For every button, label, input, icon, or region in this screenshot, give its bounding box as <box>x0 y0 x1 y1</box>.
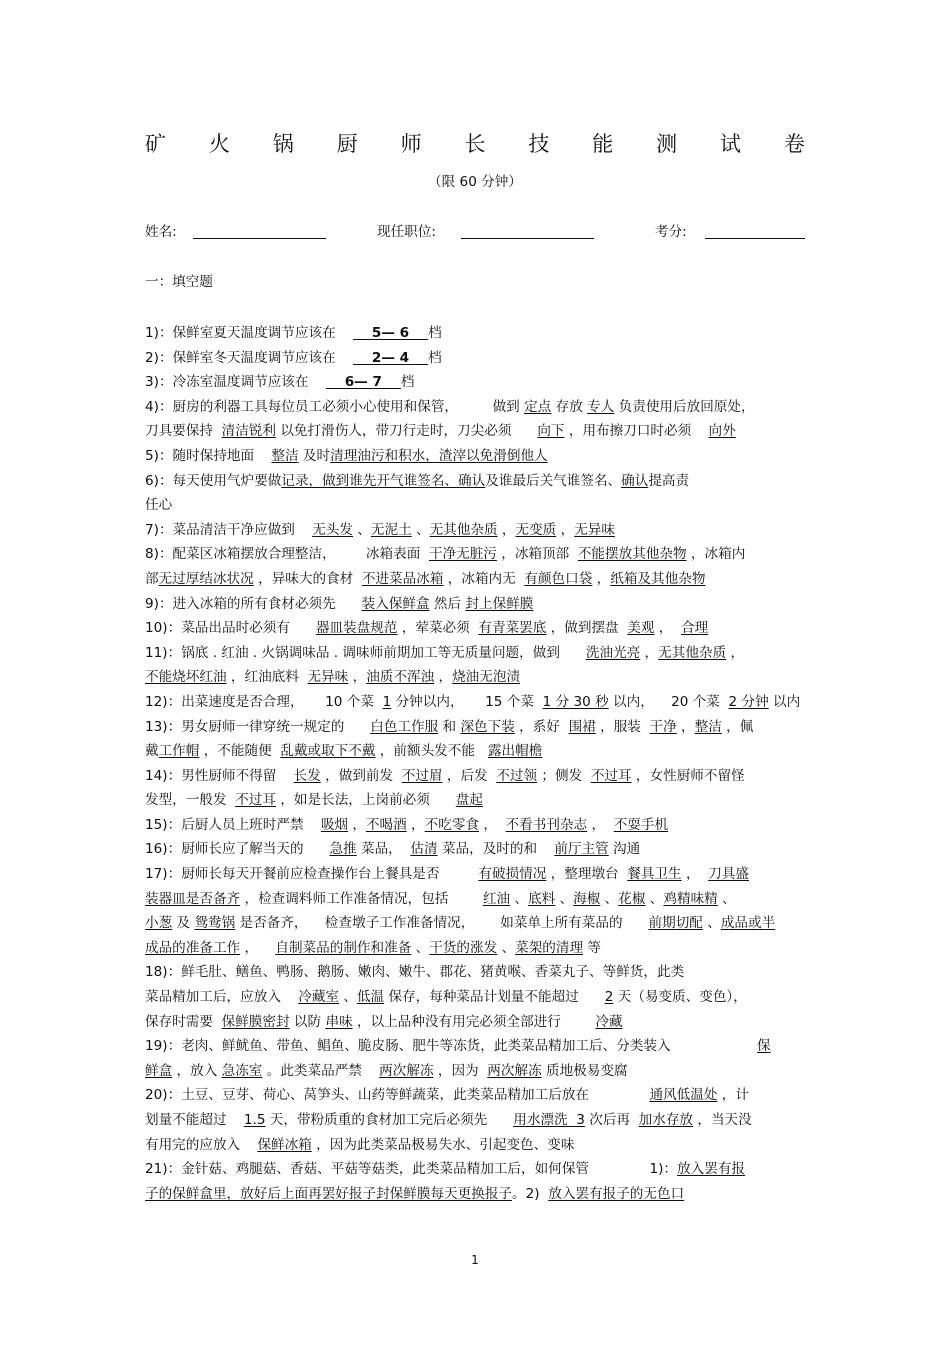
answer-text: 子的保鲜盒里，放好后上面再罢好报子封保鲜膜每天更换报子 <box>145 1185 513 1202</box>
question-text: 12)：出菜速度是否合理， 10 个菜 <box>145 693 383 710</box>
exam-title <box>145 128 805 158</box>
question-text: ， <box>556 521 575 538</box>
title-char: 长 <box>464 132 486 156</box>
question-text: ，不能随便 <box>199 743 281 760</box>
answer-text: 长发 <box>293 767 321 784</box>
question-text: 、 <box>555 890 574 907</box>
question-text: 菜品，及时的和 <box>437 841 555 858</box>
answer-text: 装入保鲜盒 <box>361 595 430 612</box>
question-text: 、 <box>339 989 357 1006</box>
answer-text: 菜架的清理 <box>515 939 584 956</box>
question-text: ，计 <box>717 1087 749 1104</box>
question-text: ，佩 <box>721 718 754 735</box>
answer-text: 无变质 <box>515 521 557 538</box>
answer-text: 干净无脏污 <box>428 546 497 563</box>
answer-text: 油质不浑浊 <box>366 669 435 686</box>
question-text: 17)：厨师长每天开餐前应检查操作台上餐具是否 <box>145 866 479 883</box>
title-char: 技 <box>528 132 550 156</box>
answer-text: 保鲜膜密封 <box>221 1013 290 1030</box>
answer-text: 定点 <box>524 398 552 415</box>
answer-text: 放入罢有报子的无色口 <box>548 1185 685 1202</box>
question-text: ， <box>348 669 367 686</box>
question-line <box>145 346 807 371</box>
answer-text: 前期切配 <box>648 915 703 932</box>
question-text: 菜品精加工后，应放入 <box>145 989 299 1006</box>
answer-text: 不进菜品冰箱 <box>361 570 444 587</box>
question-text: ， <box>726 644 745 661</box>
title-char: 试 <box>720 132 742 156</box>
question-text: ， <box>497 521 516 538</box>
answer-text: 红油 <box>482 890 511 907</box>
answer-text: 鸳鸯锅 <box>194 915 236 932</box>
question-text: 13)：男女厨师一律穿统一规定的 <box>145 718 371 735</box>
question-text: 、 <box>510 890 529 907</box>
question-text: 部 <box>145 570 159 587</box>
question-line <box>145 936 807 961</box>
question-text: 、 <box>497 939 516 956</box>
question-text: 以内， 20 个菜 <box>608 693 729 710</box>
answer-text: 不过耳 <box>235 792 276 809</box>
answer-text: 自制菜品的制作和准备 <box>275 939 412 956</box>
answer-text: 器皿装盘规范 <box>315 620 398 637</box>
time-limit: （限 60 分钟） <box>428 174 522 190</box>
question-text: 21)：金针菇、鸡腿菇、香菇、平菇等菇类，此类菜品精加工后，如何保管 1)： <box>145 1161 678 1178</box>
answer-text: 美观 <box>627 620 655 637</box>
question-line <box>145 739 807 764</box>
question-text: 有用完的应放入 <box>145 1136 258 1153</box>
title-char: 卷 <box>783 132 805 156</box>
question-text: ，放入 <box>172 1062 222 1079</box>
question-text: 11)：锅底 . 红油 . 火锅调味品 . 调味师前期加工等无质量问题，做到 <box>145 644 586 661</box>
answer-text: 鸡精味精 <box>663 890 718 907</box>
answer-text: 合理 <box>681 620 709 637</box>
question-text: 5)：随时保持地面 <box>145 447 272 464</box>
question-line <box>145 395 807 420</box>
candidate-info-row <box>145 220 805 240</box>
question-text: ， <box>676 718 695 735</box>
answer-text: 记录，做到谁先开气谁签名、确认 <box>281 472 486 489</box>
answer-text: 不过耳 <box>590 767 632 784</box>
question-text: 任心 <box>145 497 173 514</box>
question-text: 划量不能超过 <box>145 1112 244 1128</box>
answer-text: 工作帽 <box>158 743 200 760</box>
question-text: 分钟以内， 15 个菜 <box>391 693 543 710</box>
question-line <box>145 837 807 862</box>
question-text: 、 <box>702 915 721 932</box>
question-line <box>145 641 807 666</box>
answer-text: 2 分钟 <box>728 693 769 710</box>
question-line <box>145 567 807 592</box>
answer-text: 不过眉 <box>401 767 443 784</box>
question-text: ，后发 <box>442 767 497 784</box>
answer-text: 保 <box>757 1038 771 1055</box>
question-text: 及 <box>172 915 195 932</box>
question-text: ，冰箱内无 <box>443 570 525 587</box>
question-text: 8)：配菜区冰箱摆放合理整洁， 冰箱表面 <box>145 546 429 563</box>
question-text: 4)：厨房的利器工具每位员工必须小心使用和保管， 做到 <box>145 398 525 415</box>
answer-text: 不看书刊杂志 <box>505 816 588 833</box>
question-line <box>145 887 807 912</box>
question-text: 以防 <box>289 1013 326 1030</box>
question-text: 档 <box>428 349 442 366</box>
answer-text: 乱戴或取下不戴 <box>280 743 376 760</box>
question-text: 、 <box>717 890 736 907</box>
answer-text: 通风低温处 <box>649 1087 718 1104</box>
answer-text: 1 <box>382 693 392 710</box>
question-line <box>145 616 807 641</box>
question-text: ，前额头发不能 <box>375 743 488 760</box>
question-text: 是否备齐， 检查墩子工作准备情况， 如菜单上所有菜品的 <box>235 915 649 932</box>
question-line <box>145 715 807 740</box>
answer-text: 烧油无泡渍 <box>452 669 521 686</box>
answer-text: 海椒 <box>573 890 601 907</box>
question-line <box>145 911 807 936</box>
question-line <box>145 862 807 887</box>
question-text: 质地极易变腐 <box>541 1062 628 1079</box>
question-line <box>145 518 807 543</box>
title-char: 能 <box>592 132 614 156</box>
question-text: ，用布擦刀口时必须 <box>564 423 709 440</box>
question-text: 沟通 <box>608 841 641 858</box>
answer-text: 不能烧坏红油 <box>145 669 227 686</box>
question-line <box>145 788 807 813</box>
answer-text: 清洁锐利 <box>221 423 276 440</box>
answer-text: 1 分 30 秒 <box>542 693 609 710</box>
question-text: 以内 <box>768 693 801 710</box>
answer-text: 5— 6 <box>352 325 429 341</box>
question-line <box>145 764 807 789</box>
title-char: 矿 <box>145 132 166 156</box>
question-line <box>145 1157 807 1182</box>
question-text: 20)：土豆、豆芽、荷心、莴笋头、山药等鲜蔬菜，此类菜品精加工后放在 <box>145 1087 650 1104</box>
question-text: 14)：男性厨师不得留 <box>145 767 294 784</box>
answer-text: 无头发 <box>312 521 353 538</box>
answer-text: 无泥土 <box>370 521 412 538</box>
question-text: 负责使用后放回原处， <box>614 398 755 415</box>
question-text: ，以上品种没有用完必须全部进行 <box>352 1013 596 1030</box>
answer-text: 无异味 <box>307 669 349 686</box>
answer-text: 6— 7 <box>325 374 401 391</box>
question-text: ，整理墩台 <box>546 866 628 883</box>
answer-text: 急冻室 <box>221 1062 263 1079</box>
answer-text: 吸烟 <box>320 816 349 833</box>
answer-text: 清理油污和积水，渣滓以免滑倒他人 <box>330 447 548 464</box>
answer-text: 2— 4 <box>352 349 429 366</box>
question-text: 10)：菜品出品时必须有 <box>145 620 316 637</box>
name-label: 姓名: <box>145 224 177 240</box>
answer-text: 保鲜冰箱 <box>257 1136 312 1153</box>
question-text: ，荤菜必须 <box>397 620 479 637</box>
answer-text: 小葱 <box>145 915 173 932</box>
question-text: 16)：厨师长应了解当天的 <box>145 841 330 858</box>
answer-text: 有青菜罢底 <box>478 620 547 637</box>
title-char: 师 <box>400 132 422 156</box>
question-text: 存放 <box>551 398 588 415</box>
question-line <box>145 1010 807 1035</box>
question-text: 提高责 <box>648 472 690 489</box>
answer-text: 盘起 <box>455 792 483 809</box>
answer-text: 无其他杂质 <box>429 521 498 538</box>
question-text: 2)：保鲜室冬天温度调节应该在 <box>145 349 353 366</box>
question-text: 9)：进入冰箱的所有食材必须先 <box>145 595 362 612</box>
question-line <box>145 985 807 1010</box>
answer-text: 无过厚结冰状况 <box>158 570 254 587</box>
answer-text: 估清 <box>410 841 438 858</box>
question-line <box>145 1108 807 1133</box>
answer-text: 白色工作服 <box>370 718 439 735</box>
answer-text: 不吃零食 <box>424 816 480 833</box>
answer-text: 成品的准备工作 <box>145 939 241 956</box>
question-text: ，因为 <box>433 1062 488 1079</box>
question-text: ，如是长法，上岗前必须 <box>276 792 456 809</box>
score-label: 考分: <box>655 224 687 240</box>
question-text: ， <box>479 816 506 833</box>
page-number: 1 <box>471 1253 479 1267</box>
answer-text: 洗油光亮 <box>585 644 641 661</box>
answer-text: 前厅主管 <box>554 841 609 858</box>
question-text: 及谁最后关气谁签名、 <box>485 472 622 489</box>
question-text: 保存时需要 <box>145 1013 222 1030</box>
answer-text: 低温 <box>356 989 385 1006</box>
answer-text: 纸箱及其他杂物 <box>610 570 706 587</box>
question-text: ；侧发 <box>537 767 591 784</box>
answer-text: 冷藏 <box>595 1013 623 1030</box>
answer-text: 1.5 <box>243 1112 266 1128</box>
question-text: ，当天没 <box>693 1112 752 1128</box>
question-line <box>145 370 807 395</box>
question-line <box>145 321 807 346</box>
question-text: ，系好 <box>514 718 569 735</box>
question-text: 发型，一般发 <box>145 792 236 809</box>
question-text: 18)：鲜毛肚、鳝鱼、鸭肠、鹅肠、嫩肉、嫩牛、郡花、猪黄喉、香菜丸子、等鲜货，此类 <box>145 964 685 981</box>
answer-text: 急推 <box>329 841 357 858</box>
question-text: 。此类菜品严禁 <box>262 1062 380 1079</box>
answer-text: 整洁 <box>271 447 299 464</box>
question-text: ， <box>406 816 425 833</box>
question-text: ， <box>434 669 453 686</box>
question-text: 然后 <box>429 595 466 612</box>
question-text: ， <box>348 816 366 833</box>
question-text: 3)：冷冻室温度调节应该在 <box>145 374 326 391</box>
answer-text: 围裙 <box>568 718 596 735</box>
question-text: ，红油底料 <box>226 669 308 686</box>
answer-text: 有颜色口袋 <box>524 570 593 587</box>
answer-text: 冷藏室 <box>298 989 340 1006</box>
answer-text: 两次解冻 <box>487 1062 542 1079</box>
question-text: ，冰箱内 <box>686 546 746 563</box>
question-text: 及时 <box>298 447 331 464</box>
question-text: ，服装 <box>595 718 650 735</box>
question-text: ，冰箱顶部 <box>496 546 578 563</box>
question-text: 、 <box>600 890 619 907</box>
question-line <box>145 960 807 985</box>
question-line <box>145 542 807 567</box>
answer-text: 花椒 <box>618 890 646 907</box>
question-text: 。2) <box>512 1185 549 1202</box>
answer-text: 两次解冻 <box>379 1062 434 1079</box>
question-line <box>145 1059 807 1084</box>
question-line <box>145 469 807 494</box>
question-text: ， <box>640 644 659 661</box>
position-blank <box>461 238 594 239</box>
question-text: ， <box>681 866 709 883</box>
answer-text: 不耍手机 <box>613 816 669 833</box>
question-text: 保存，每种菜品计划量不能超过 <box>384 989 605 1006</box>
question-line <box>145 592 807 617</box>
question-text: ， <box>654 620 682 637</box>
question-text: ，异味大的食材 <box>253 570 362 587</box>
answer-text: 底料 <box>528 890 556 907</box>
answer-text: 餐具卫生 <box>627 866 682 883</box>
question-line <box>145 493 807 518</box>
question-text: ，检查调料师工作准备情况，包括 <box>240 890 483 907</box>
answer-text: 加水存放 <box>638 1112 694 1128</box>
answer-text: 向下 <box>537 423 565 440</box>
answer-text: 有破损情况 <box>478 866 547 883</box>
answer-text: 干净 <box>649 718 677 735</box>
answer-text: 成品或半 <box>720 915 776 932</box>
answer-text: 确认 <box>621 472 649 489</box>
answer-text: 整洁 <box>694 718 722 735</box>
question-text: ， <box>592 570 611 587</box>
question-text: ， <box>240 939 276 956</box>
answer-text: 无异味 <box>574 521 615 538</box>
question-text: 戴 <box>145 743 159 760</box>
question-line <box>145 813 807 838</box>
question-text: ，因为此类菜品极易失水、引起变色、变味 <box>311 1136 575 1153</box>
answer-text: 向外 <box>708 423 736 440</box>
question-text: 刀具要保持 <box>145 423 222 440</box>
score-blank <box>705 238 805 239</box>
question-text: 6)：每天使用气炉要做 <box>145 472 282 489</box>
section-title: 一：填空题 <box>145 274 213 290</box>
question-text: 次后再 <box>584 1112 639 1128</box>
title-char: 厨 <box>336 132 358 156</box>
question-text: 以免打滑伤人，带刀行走时，刀尖必须 <box>276 423 538 440</box>
title-char: 火 <box>208 132 230 156</box>
question-text: 、 <box>352 521 371 538</box>
answer-text: 装器皿是否备齐 <box>145 890 241 907</box>
name-blank <box>193 238 326 239</box>
answer-text: 放入罢有报 <box>677 1161 746 1178</box>
question-line <box>145 690 807 715</box>
question-line <box>145 1133 807 1158</box>
answer-text: 不能摆放其他杂物 <box>577 546 687 563</box>
question-line <box>145 665 807 690</box>
answer-text: 鲜盒 <box>145 1062 173 1079</box>
question-text: 7)：菜品清洁干净应做到 <box>145 521 313 538</box>
question-list <box>145 321 807 1206</box>
title-char: 锅 <box>272 132 294 156</box>
question-text: 、 <box>645 890 664 907</box>
answer-text: 封上保鲜膜 <box>465 595 534 612</box>
answer-text: 干货的涨发 <box>429 939 498 956</box>
question-text: 15)：后厨人员上班时严禁 <box>145 816 321 833</box>
question-text: 等 <box>583 939 601 956</box>
answer-text: 刀具盛 <box>708 866 749 883</box>
question-text: ，做到摆盘 <box>546 620 628 637</box>
question-text: 19)：老肉、鲜鱿鱼、带鱼、鲳鱼、脆皮肠、肥牛等冻货，此类菜品精加工后、分类装入 <box>145 1038 757 1055</box>
position-label: 现任职位: <box>377 224 436 240</box>
question-text: 菜品， <box>356 841 411 858</box>
question-text: ， <box>587 816 614 833</box>
question-text: 档 <box>400 374 415 391</box>
question-text: 档 <box>428 325 442 341</box>
answer-text: 无其他杂质 <box>658 644 727 661</box>
answer-text: 不过领 <box>496 767 538 784</box>
answer-text: 不喝酒 <box>365 816 407 833</box>
answer-text: 2 <box>604 989 614 1006</box>
answer-text: 露出帽檐 <box>487 743 543 760</box>
question-line <box>145 1083 807 1108</box>
question-text: 和 <box>438 718 461 735</box>
question-text: ，做到前发 <box>320 767 402 784</box>
question-text: 、 <box>411 521 430 538</box>
answer-text: 深色下装 <box>460 718 515 735</box>
question-text: 天（易变质、变色）， <box>613 989 747 1006</box>
answer-text: 串味 <box>325 1013 353 1030</box>
question-text: 1)：保鲜室夏天温度调节应该在 <box>145 325 353 341</box>
answer-text: 用水漂洗 3 <box>513 1112 585 1128</box>
question-line <box>145 444 807 469</box>
question-text: 、 <box>411 939 430 956</box>
title-char: 测 <box>656 132 678 156</box>
question-line <box>145 1182 807 1207</box>
question-line <box>145 419 807 444</box>
question-line <box>145 1034 807 1059</box>
question-text: ，女性厨师不留怪 <box>631 767 745 784</box>
answer-text: 专人 <box>587 398 615 415</box>
question-text: 天，带粉质重的食材加工完后必须先 <box>265 1112 514 1128</box>
